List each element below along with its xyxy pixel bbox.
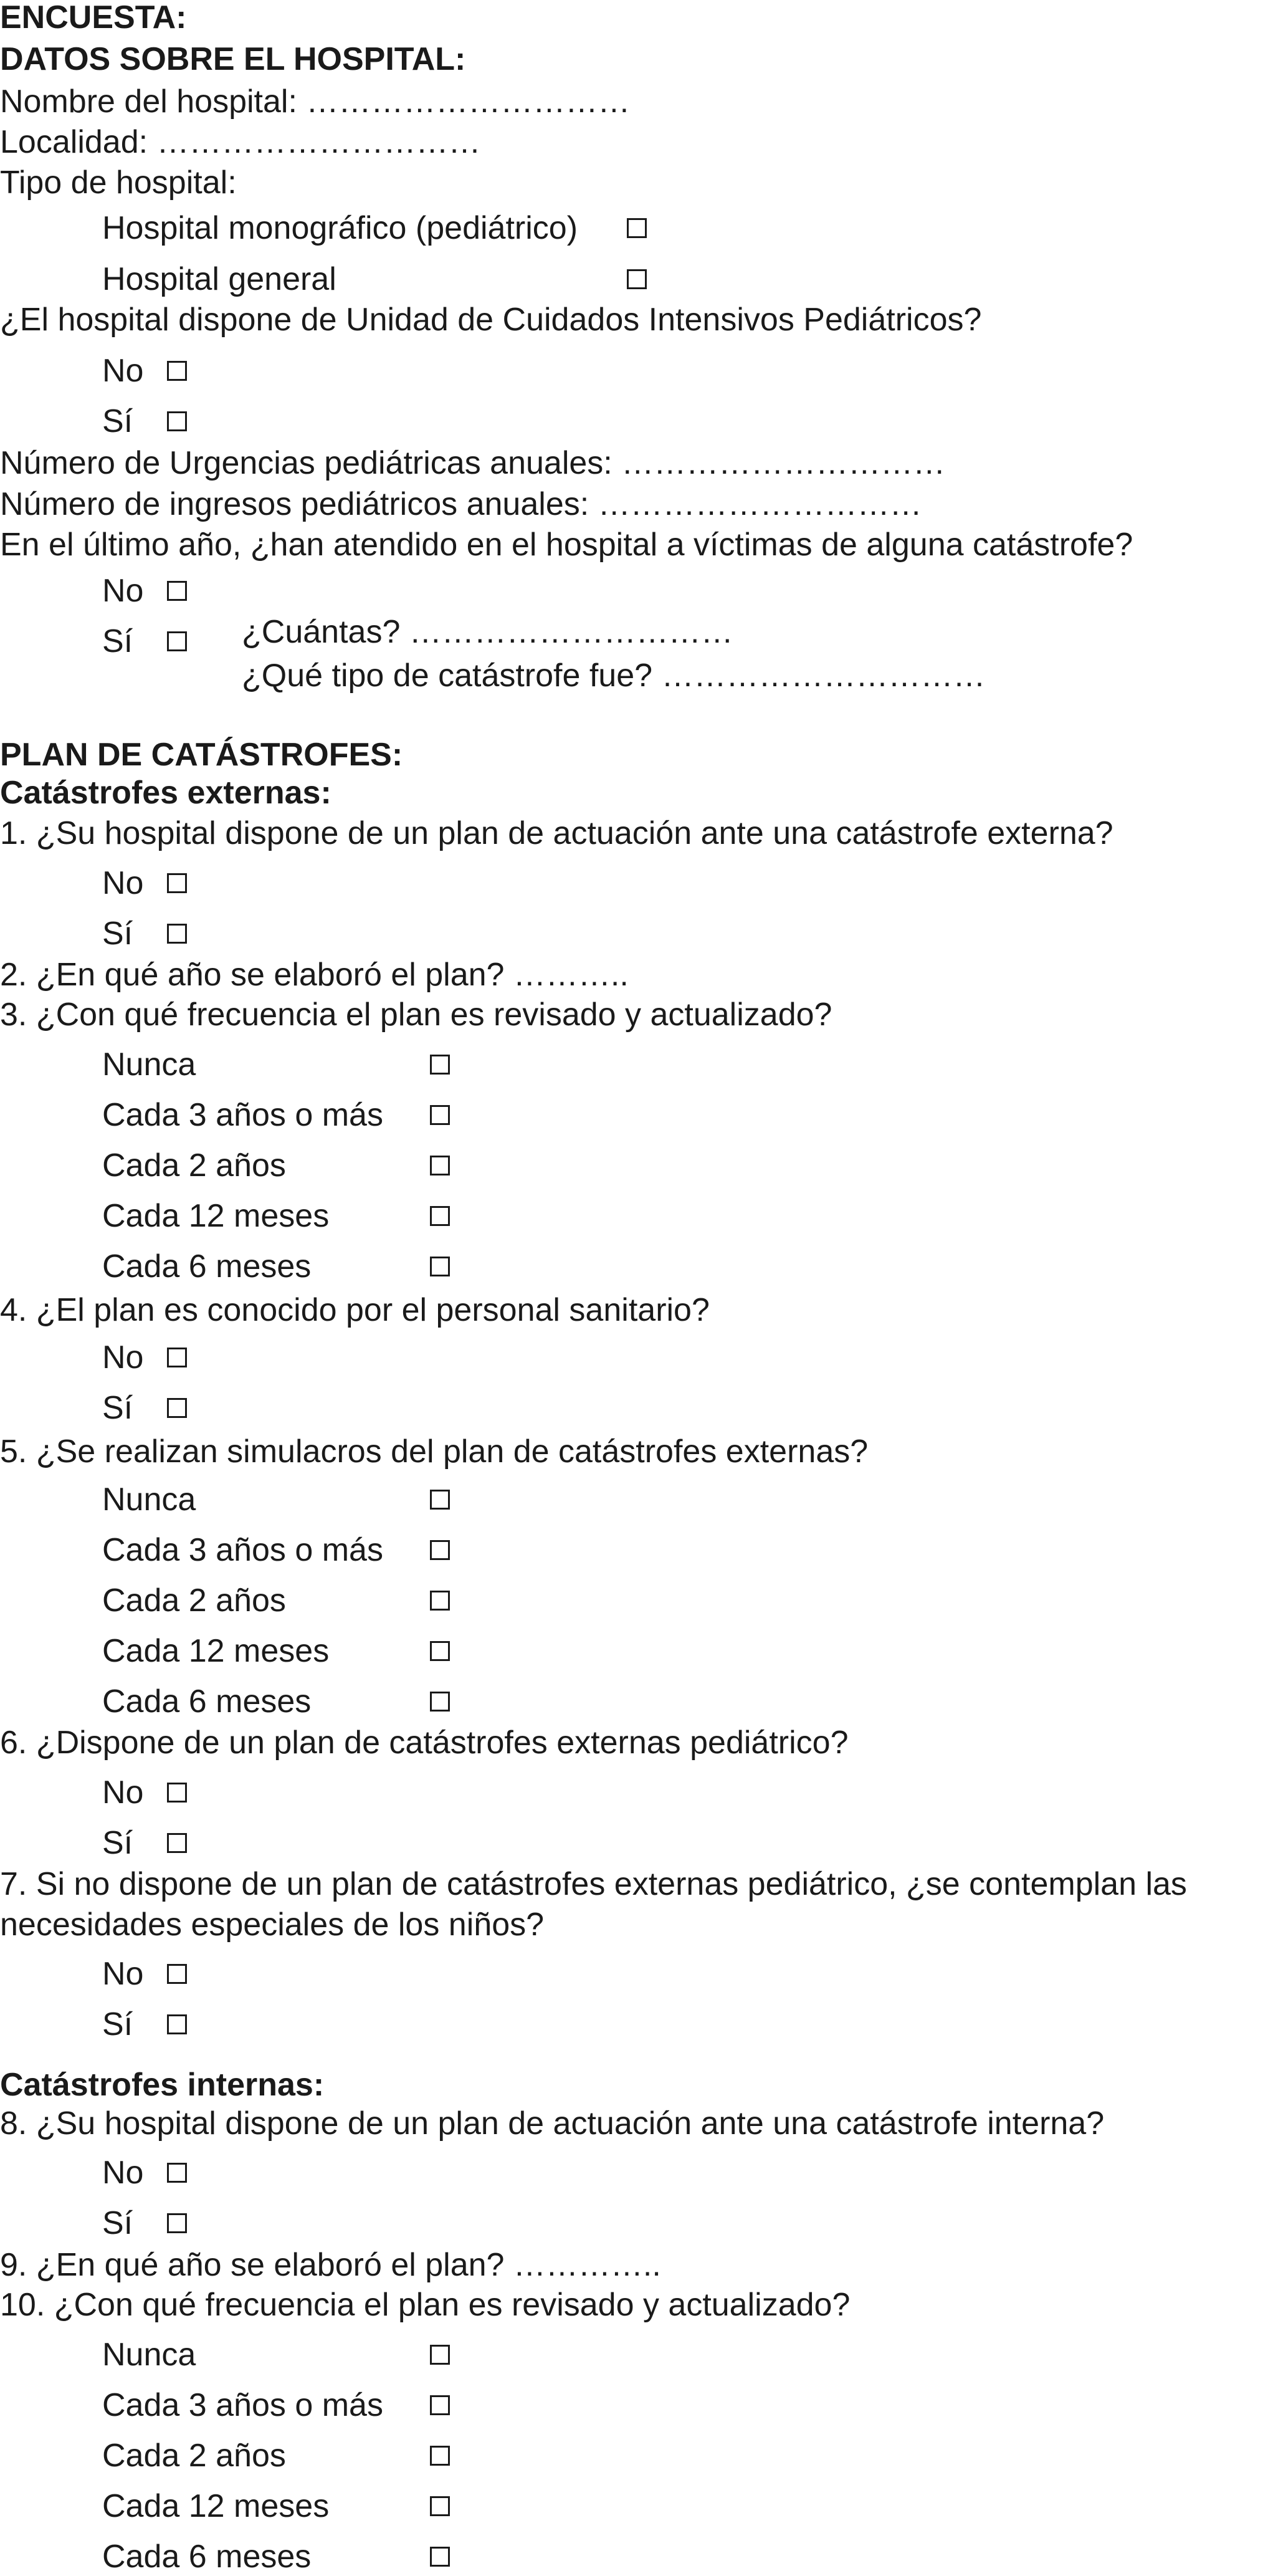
q1-yes-checkbox[interactable] bbox=[167, 924, 187, 944]
q10-freq-checkbox[interactable] bbox=[430, 2395, 450, 2415]
q3-freq-label: Cada 2 años bbox=[102, 1147, 286, 1184]
locality-field[interactable]: Localidad: ………………………… bbox=[0, 124, 481, 160]
victims-yes-checkbox[interactable] bbox=[167, 631, 187, 651]
question-9: 9. ¿En qué año se elaboró el plan? ………….. bbox=[0, 2247, 661, 2283]
victims-no-checkbox[interactable] bbox=[167, 581, 187, 601]
section-hospital-data-heading: DATOS SOBRE EL HOSPITAL: bbox=[0, 41, 466, 77]
q10-freq-checkbox[interactable] bbox=[430, 2547, 450, 2567]
q10-freq-checkbox[interactable] bbox=[430, 2345, 450, 2365]
question-3: 3. ¿Con qué frecuencia el plan es revisado y actualizado? bbox=[0, 997, 832, 1033]
q5-freq-checkbox[interactable] bbox=[430, 1591, 450, 1611]
picu-yes-label: Sí bbox=[102, 403, 133, 439]
q6-yes-checkbox[interactable] bbox=[167, 1833, 187, 1853]
q8-no-checkbox[interactable] bbox=[167, 2163, 187, 2183]
annual-admissions-field[interactable]: Número de ingresos pediátricos anuales: ………………………… bbox=[0, 486, 922, 522]
q8-yes-label: Sí bbox=[102, 2205, 133, 2241]
q5-freq-label: Cada 12 meses bbox=[102, 1633, 330, 1669]
picu-yes-checkbox[interactable] bbox=[167, 411, 187, 431]
hospital-name-field[interactable]: Nombre del hospital: ………………………… bbox=[0, 84, 631, 120]
q3-freq-checkbox[interactable] bbox=[430, 1105, 450, 1125]
q5-freq-checkbox[interactable] bbox=[430, 1490, 450, 1510]
q5-freq-checkbox[interactable] bbox=[430, 1692, 450, 1712]
q6-no-checkbox[interactable] bbox=[167, 1783, 187, 1803]
hospital-type-label: Tipo de hospital: bbox=[0, 165, 237, 201]
q3-freq-checkbox[interactable] bbox=[430, 1257, 450, 1276]
q4-yes-label: Sí bbox=[102, 1390, 133, 1426]
question-4: 4. ¿El plan es conocido por el personal sanitario? bbox=[0, 1292, 710, 1328]
q10-freq-label: Cada 3 años o más bbox=[102, 2387, 383, 2423]
external-disasters-heading: Catástrofes externas: bbox=[0, 775, 331, 811]
disaster-victims-question: En el último año, ¿han atendido en el hospital a víctimas de alguna catástrofe? bbox=[0, 527, 1133, 563]
question-6: 6. ¿Dispone de un plan de catástrofes externas pediátrico? bbox=[0, 1725, 849, 1761]
q3-freq-checkbox[interactable] bbox=[430, 1206, 450, 1226]
q10-freq-checkbox[interactable] bbox=[430, 2496, 450, 2516]
question-8: 8. ¿Su hospital dispone de un plan de actuación ante una catástrofe interna? bbox=[0, 2105, 1105, 2142]
q5-freq-checkbox[interactable] bbox=[430, 1641, 450, 1661]
q10-freq-label: Cada 2 años bbox=[102, 2438, 286, 2474]
q8-yes-checkbox[interactable] bbox=[167, 2213, 187, 2233]
q1-no-checkbox[interactable] bbox=[167, 873, 187, 893]
q4-yes-checkbox[interactable] bbox=[167, 1398, 187, 1418]
q3-freq-checkbox[interactable] bbox=[430, 1055, 450, 1075]
hospital-type-general-label: Hospital general bbox=[102, 261, 336, 297]
hospital-type-general-checkbox[interactable] bbox=[627, 269, 647, 289]
victims-no-label: No bbox=[102, 573, 144, 609]
q5-freq-label: Cada 6 meses bbox=[102, 1683, 312, 1720]
picu-no-checkbox[interactable] bbox=[167, 361, 187, 381]
survey-title: ENCUESTA: bbox=[0, 0, 187, 36]
q7-no-checkbox[interactable] bbox=[167, 1964, 187, 1984]
q5-freq-label: Cada 3 años o más bbox=[102, 1532, 383, 1568]
annual-emergencies-field[interactable]: Número de Urgencias pediátricas anuales: ………………………… bbox=[0, 445, 946, 481]
q10-freq-checkbox[interactable] bbox=[430, 2446, 450, 2466]
q4-no-label: No bbox=[102, 1339, 144, 1376]
q5-freq-checkbox[interactable] bbox=[430, 1540, 450, 1560]
q3-freq-label: Cada 6 meses bbox=[102, 1248, 312, 1285]
victims-yes-label: Sí bbox=[102, 623, 133, 659]
question-1: 1. ¿Su hospital dispone de un plan de actuación ante una catástrofe externa? bbox=[0, 815, 1113, 851]
q7-yes-checkbox[interactable] bbox=[167, 2014, 187, 2034]
picu-no-label: No bbox=[102, 353, 144, 389]
q5-freq-label: Nunca bbox=[102, 1482, 196, 1518]
q3-freq-checkbox[interactable] bbox=[430, 1156, 450, 1175]
q10-freq-label: Cada 6 meses bbox=[102, 2539, 312, 2575]
question-7-line-2: necesidades especiales de los niños? bbox=[0, 1907, 545, 1943]
question-5: 5. ¿Se realizan simulacros del plan de catástrofes externas? bbox=[0, 1434, 869, 1470]
q6-yes-label: Sí bbox=[102, 1825, 133, 1861]
q10-freq-label: Cada 12 meses bbox=[102, 2488, 330, 2524]
picu-question: ¿El hospital dispone de Unidad de Cuidados Intensivos Pediátricos? bbox=[0, 302, 982, 338]
q1-yes-label: Sí bbox=[102, 916, 133, 952]
hospital-type-pediatric-checkbox[interactable] bbox=[627, 218, 647, 238]
q3-freq-label: Cada 3 años o más bbox=[102, 1097, 383, 1133]
question-7-line-1: 7. Si no dispone de un plan de catástrofes externas pediátrico, ¿se contemplan las bbox=[0, 1866, 1187, 1902]
q8-no-label: No bbox=[102, 2155, 144, 2191]
q3-freq-label: Nunca bbox=[102, 1046, 196, 1083]
question-10: 10. ¿Con qué frecuencia el plan es revisado y actualizado? bbox=[0, 2287, 851, 2323]
q7-no-label: No bbox=[102, 1956, 144, 1992]
q7-yes-label: Sí bbox=[102, 2006, 133, 2042]
disaster-type-field[interactable]: ¿Qué tipo de catástrofe fue? ………………………… bbox=[242, 658, 986, 694]
q3-freq-label: Cada 12 meses bbox=[102, 1198, 330, 1234]
internal-disasters-heading: Catástrofes internas: bbox=[0, 2067, 325, 2103]
q10-freq-label: Nunca bbox=[102, 2337, 196, 2373]
q5-freq-label: Cada 2 años bbox=[102, 1582, 286, 1619]
q6-no-label: No bbox=[102, 1774, 144, 1811]
question-2: 2. ¿En qué año se elaboró el plan? ……….. bbox=[0, 957, 629, 993]
how-many-field[interactable]: ¿Cuántas? ………………………… bbox=[242, 614, 733, 650]
q4-no-checkbox[interactable] bbox=[167, 1348, 187, 1367]
hospital-type-pediatric-label: Hospital monográfico (pediátrico) bbox=[102, 210, 578, 246]
q1-no-label: No bbox=[102, 865, 144, 901]
section-disaster-plan-heading: PLAN DE CATÁSTROFES: bbox=[0, 737, 403, 773]
